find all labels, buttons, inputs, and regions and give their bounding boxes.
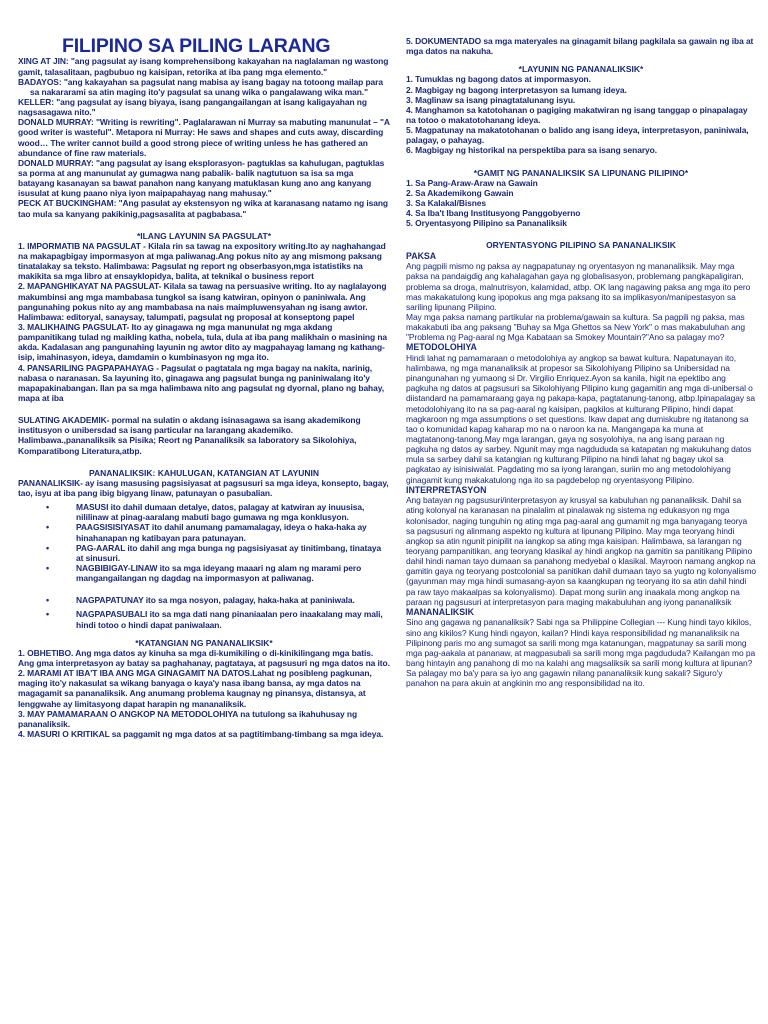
katangian-heading: *KATANGIAN NG PANANALIKSIK* bbox=[135, 637, 273, 648]
pananaliksik-kahulugan: PANANALIKSIK- ay isang masusing pagsisiyasat at pagsusuri sa mga ideya, konsepto, bagay, tao, isyu at iba pang ibig bigyang linaw, patunayan o pasubalian. bbox=[18, 477, 389, 499]
layunin-item-3: 3. MALIKHAING PAGSULAT- Ito ay ginagawa ng mga manunulat ng mga akdang pampanitikang tulad ng maikling katha, nobela, tula, dula at iba pang malikhain o masining na akda. Kadalasan ang pangunahing layunin ng awtor dito ay magpahayag lamang ng kathang-isip, imahinasyon, ideya, damdamin o kumbinasyon ng mga ito. bbox=[18, 322, 388, 363]
layunin-item-1: 1. IMPORMATIB NA PAGSULAT - Kilala rin sa tawag na expository writing.Ito ay naghahangad na makapagbigay impormasyon at mga paliwanag.Ang pokus nito ay ang mismong paksang tinatalakay sa teksto. Halimbawa: Pagsulat ng report ng obserbasyon,mga istatistiks na makikita sa mga libro at ensayklopidya, balita, at teknikal o business report bbox=[18, 240, 386, 282]
katangian-item-2: 2. MARAMI AT IBA'T IBA ANG MGA GINAGAMIT NA DATOS.Lahat ng posibleng pagkunan, maging ito'y nakasulat sa wikang banyaga o kaya'y nasa ibang bansa, ay mga datos na magagamit sa pananaliksik. Ang anumang problema kaugnay ng pinansya, distansya, at lenggwahe ay limitasyong dapat harapin ng mananaliksik. bbox=[18, 668, 372, 709]
layunin-pananaliksik-item: 3. Maglinaw sa isang pinagtatalunang isyu. bbox=[406, 94, 576, 105]
katangian-item-1: 1. OBHETIBO. Ang mga datos ay kinuha sa mga di-kumikiling o di-kinikilingang mga batis. Ang gma interpretasyon ay batay sa paghahanay, pagtataya, at pagsusuri ng mga datos na ito. bbox=[18, 647, 390, 669]
left-column bbox=[18, 36, 390, 739]
layunin-pananaliksik-item: 4. Manghamon sa katotohanan o pagiging makatwiran ng isang tanggap o pinapalagay na totoo o makatotohanang ideya. bbox=[406, 104, 748, 126]
sulating-akademik: SULATING AKADEMIK- pormal na sulatin o akdang isinasagawa sa isang akademikong institusyon o unibersdad sa isang particular na larangang akademiko. bbox=[18, 415, 361, 436]
intro-murray-1: DONALD MURRAY: "Writing is rewriting". Paglalarawan ni Murray sa mabuting manunulat – "A good writer is wasteful". Metapora ni Murray: He saws and shapes and cuts away, discarding wood… The writer cannot build a good strong piece of writing unless he has gathered an abundance of fine raw materials. bbox=[18, 117, 390, 158]
list-item: • NAGBIBIGAY-LINAW ito sa mga ideyang maaari ng alam ng marami pero mangangailangan ng dagdag na impormasyon at paliwanag. bbox=[18, 563, 390, 583]
paksa-paragraph-1: Ang pagpili mismo ng paksa ay nagpapatunay ng oryentasyon ng mananaliksik. May mga paksa na pandaigdig ang kahalagahan gaya ng globalisasyon, problemang pangkapaligiran, problema sa droga, malnutrisyon, kalamidad, atbp. OK lang nagawing paksa ang mga ito pero mas makakatulong kung ipopokus ang mga paksang ito sa implikasyon/manipestasyon sa sariling lipunang Pilipino. bbox=[406, 261, 751, 312]
list-item: • MASUSI ito dahil dumaan detalye, datos, palagay at katwiran ay inuusisa, nililinaw at pinag-aaralang mabuti bago gumawa ng mga konklusyon. bbox=[18, 502, 390, 522]
interpretasyon-paragraph: Ang batayan ng pagsusuri/interpretasyon ay krusyal sa kabuluhan ng pananaliksik. Dahil sa ating kolonyal na karanasan na pinalalim at pinalawak ng sistema ng edukasyon ng mga kolonisador, naging tunguhin ng ating mga pag-aaral ang gumamit ng mga banyagang teorya sa pagsusuri ng alinmang aspekto ng kultura at lipunang Pilipino. May mga teoryang hindi angkop sa atin ngunit pinipilit na iangkop sa ating mga kaisipan. Halimbawa, sa larangan ng teoryang pampanitikan, ang teoryang klasikal ay hindi angkop na gamitin sa panitikang Pilipino dahil hindi naman tayo dumaan sa panahong medyebal o klasikal. Mayroon namang angkop na gamitin gaya ng teoryang postcolonial sa panitikan dahil dumaan tayo sa yugto ng kolonyalismo (gayunman may mga hindi sumasang-ayon sa kaangkupan ng teoryang ito sa atin dahil hindi pa raw tayo makaalpas sa kolonyalismo). Dapat mong suriin ang inaakala mong angkop na paraan ng pagsusuri at interpretasyon para maging makabuluhan ang iyong pananaliksik bbox=[406, 495, 756, 607]
gamit-item: 5. Oryentasyong Pilipino sa Pananaliksik bbox=[406, 218, 567, 229]
katangian-item-5: 5. DOKUMENTADO sa mga materyales na ginagamit bilang pagkilala sa gawain ng iba at mga datos na nakuha. bbox=[406, 36, 754, 57]
oryentasyon-heading: ORYENTASYONG PILIPINO SA PANANALIKSIK bbox=[486, 240, 676, 251]
intro-murray-2: DONALD MURRAY: "ang pagsulat ay isang eksplorasyon- pagtuklas sa kahulugan, pagtuklas sa porma at ang manunulat ay gumagwa nang pabalik- balik nagtutuon sa isa sa mga batayang kasanayan sa bawat panahon nang kanyang matuklasan kung ano ang kanyang isusulat at kung paano niya iyon maipapahayag nang mahusay." bbox=[18, 157, 385, 199]
list-item: • NAGPAPATUNAY ito sa mga nosyon, palagay, haka-haka at paniniwala. bbox=[18, 595, 390, 605]
layunin-pagsulat-heading: *ILANG LAYUNIN SA PAGSULAT* bbox=[136, 230, 272, 241]
intro-peck-buckingham: PECK AT BUCKINGHAM: "Ang pasulat ay ekstensyon ng wika at karanasang natamo ng isang tao mula sa kanyang pakikinig,pagsasalita at pagbabasa." bbox=[18, 198, 389, 219]
list-item: • NAGPAPASUBALI ito sa mga dati nang pinaniaalan pero inaakalang may mali, hindi totoo o hindi dapat paniwalaan. bbox=[18, 609, 390, 629]
layunin-item-2: 2. MAPANGHIKAYAT NA PAGSULAT- Kilala sa tawag na persuasive writing. Ito ay naglalayong makumbinsi ang mga mambabasa tungkol sa isang katwiran, opinyon o paniniwala. Ang pangunahing pokus nito ay ang mambabasa na nais maimpluwensyahan ng isang awtor. Halimbawa: editoryal, sanaysay, talumpati, pagsulat ng proposal at konseptong papel bbox=[18, 281, 387, 322]
gamit-item: 4. Sa Iba't Ibang Institusyong Panggobyerno bbox=[406, 208, 581, 219]
gamit-item: 3. Sa Kalakal/Bisnes bbox=[406, 198, 487, 209]
interpretasyon-heading: INTERPRETASYON bbox=[406, 484, 487, 495]
katangian-item-4: 4. MASURI O KRITIKAL sa paggamit ng mga datos at sa pagtitimbang-timbang sa mga ideya. bbox=[18, 729, 384, 740]
intro-keller: KELLER: "ang pagsulat ay isang biyaya, isang pangangailangan at isang kaligayahan ng nagsasagawa nito." bbox=[18, 97, 367, 118]
layunin-item-4: 4. PANSARILING PAGPAPAHAYAG - Pagsulat o pagtatala ng mga bagay na nakita, narinig, nabasa o naranasan. Sa layuning ito, ginagawa ang pagsulat bunga ng paniniwalang ito'y mapapakinabangan. Ilan pa sa mga halimbawa nito ang pagsulat ng dyornal, plano ng bahay, mapa at iba bbox=[18, 362, 384, 404]
pananaliksik-bullet-list bbox=[18, 502, 390, 583]
mananaliksik-paragraph: Sino ang gagawa ng pananaliksik? Sabi nga sa Philippine Collegian --- Kung hindi tayo kikilos, sino ang kikilos? Kung hindi ngayon, kailan? Hindi kaya responsibilidad ng mananaliksik na Pilipinong paris mo ang sumagot sa sarili mong mga katanungan, magpatunay sa sarili mong mga pag-aakala at pananaw, at magpasubali sa sarili mong mga pagdududa? Kailangan mo pa bang hintayin ang panahong di mo na kalahi ang magsaliksik sa sarili mong kultura at lipunan? Sa palagay mo ba'y para sa iyo ang gagawin nilang pananaliksik kung sakali? Siguro'y panahon na para akuin at angkinin mo ang responsibilidad na ito. bbox=[406, 617, 756, 689]
gamit-item: 1. Sa Pang-Araw-Araw na Gawain bbox=[406, 177, 538, 188]
list-item: • PAG-AARAL ito dahil ang mga bunga ng pagsisiyasat ay tinitimbang, tinataya at sinusuri. bbox=[18, 543, 390, 563]
metodolohiya-paragraph: Hindi lahat ng pamamaraan o metodolohiya ay angkop sa bawat kultura. Napatunayan ito, halimbawa, ng mga mananaliksik at propesor sa Sikolohiyang Pilipino sa Unibersidad na pinangunahan ng yumaong si Dr. Virgilio Enriquez.Ayon sa kanila, higit na epektibo ang pagkuha ng datos at pagsusuri sa Sikolohiyang Pilipino kung gagamitin ang mga di-unibersal o diistandard na pamamaraang gaya ng pakapa-kapa, pagtatanung-tanong, atbp.Ipinapalagay sa metodolohiyang ito na sa pag-aaral ng kaisipan, pagkilos at kulturang Pilipino, hindi dapat magkaroon ng mga assumptions o set questions. Ikaw dapat ang dumiskubre ng itatanong sa tao o komunidad kapag kaharap mo na o naroon ka na. Mangangapa ka muna at magtatanong-tanong.May mga larangan, gaya ng sosyolohiya, na ang isang paraan ng pagkuha ng datos ay sarbey. Ngunit may mga nagdududa sa katapatan ng makukuhang datos mula sa sarbey dahil sa katangian ng kulturang Pilipino na hindi lahat ng bagay ukol sa pagkatao ay isinisiwalat. Pagdating mo sa iyong larangan, suriin mo ang metodolohiyang ginagamit kung makakatulong nga ito sa pagdebelop ng oryentasyong Pilipino. bbox=[406, 352, 756, 485]
sulating-halimbawa: Halimbawa.,pananaliksik sa Pisika; Reort ng Pananaliksik sa laboratory sa Sikolohiya, Komparatibong Literatura,atbp. bbox=[18, 435, 357, 456]
layunin-pananaliksik-item: 6. Magbigay ng historikal na perspektiba para sa isang senaryo. bbox=[406, 145, 657, 156]
pananaliksik-bullet-list-2 bbox=[18, 595, 390, 629]
right-column bbox=[406, 36, 756, 688]
paksa-heading: PAKSA bbox=[406, 250, 437, 261]
mananaliksik-heading: MANANALIKSIK bbox=[406, 606, 474, 617]
intro-badayos: BADAYOS: "ang kakayahan sa pagsulat nang mabisa ay isang bagay na totoong mailap para sa nakararami sa atin maging ito'y pagsulat sa unang wika o pangalawang wika man." bbox=[18, 76, 383, 97]
document-title: FILIPINO SA PILING LARANG bbox=[62, 35, 331, 57]
gamit-item: 2. Sa Akademikong Gawain bbox=[406, 187, 514, 198]
list-item: • PAAGSISISIYASAT ito dahil anumang pamamalagay, ideya o haka-haka ay hinahanapan ng katibayan para patunayan. bbox=[18, 522, 390, 542]
layunin-pananaliksik-item: 5. Magpatunay na makatotohanan o balido ang isang ideya, interpretasyon, paniniwala, palagay, o pahayag. bbox=[406, 125, 749, 146]
layunin-pananaliksik-item: 2. Magbigay ng bagong interpretasyon sa lumang ideya. bbox=[406, 84, 627, 95]
layunin-pananaliksik-heading: *LAYUNIN NG PANANALIKSIK* bbox=[518, 64, 644, 75]
paksa-paragraph-2: May mga paksa namang partikular na problema/gawain sa kultura. Sa pagpili ng paksa, mas makakabuti iba ang paksang "Buhay sa Mga Ghettos sa New York" o mas makabuluhan ang "Problema ng Pag-aaral ng Mga Kabataan sa Smokey Mountain?"Ano sa palagay mo? bbox=[406, 311, 745, 343]
metodolohiya-heading: METODOLOHIYA bbox=[406, 342, 477, 353]
katangian-item-3: 3. MAY PAMAMARAAN O ANGKOP NA METODOLOHIYA na tutulong sa ikahuhusay ng pananaliksik. bbox=[18, 708, 358, 729]
kahulugan-heading: PANANALIKSIK: KAHULUGAN, KATANGIAN AT LAYUNIN bbox=[88, 467, 320, 478]
intro-xing-jin: XING AT JIN: "ang pagsulat ay isang komprehensibong kakayahan na naglalaman ng wastong gamit, talasalitaan, pagbubuo ng kaisipan, retorika at iba pang mga elemento." bbox=[18, 56, 389, 77]
gamit-heading: *GAMIT NG PANANALIKSIK SA LIPUNANG PILIPINO* bbox=[473, 167, 689, 178]
layunin-pananaliksik-item: 1. Tumuklas ng bagong datos at impormasyon. bbox=[406, 74, 591, 85]
